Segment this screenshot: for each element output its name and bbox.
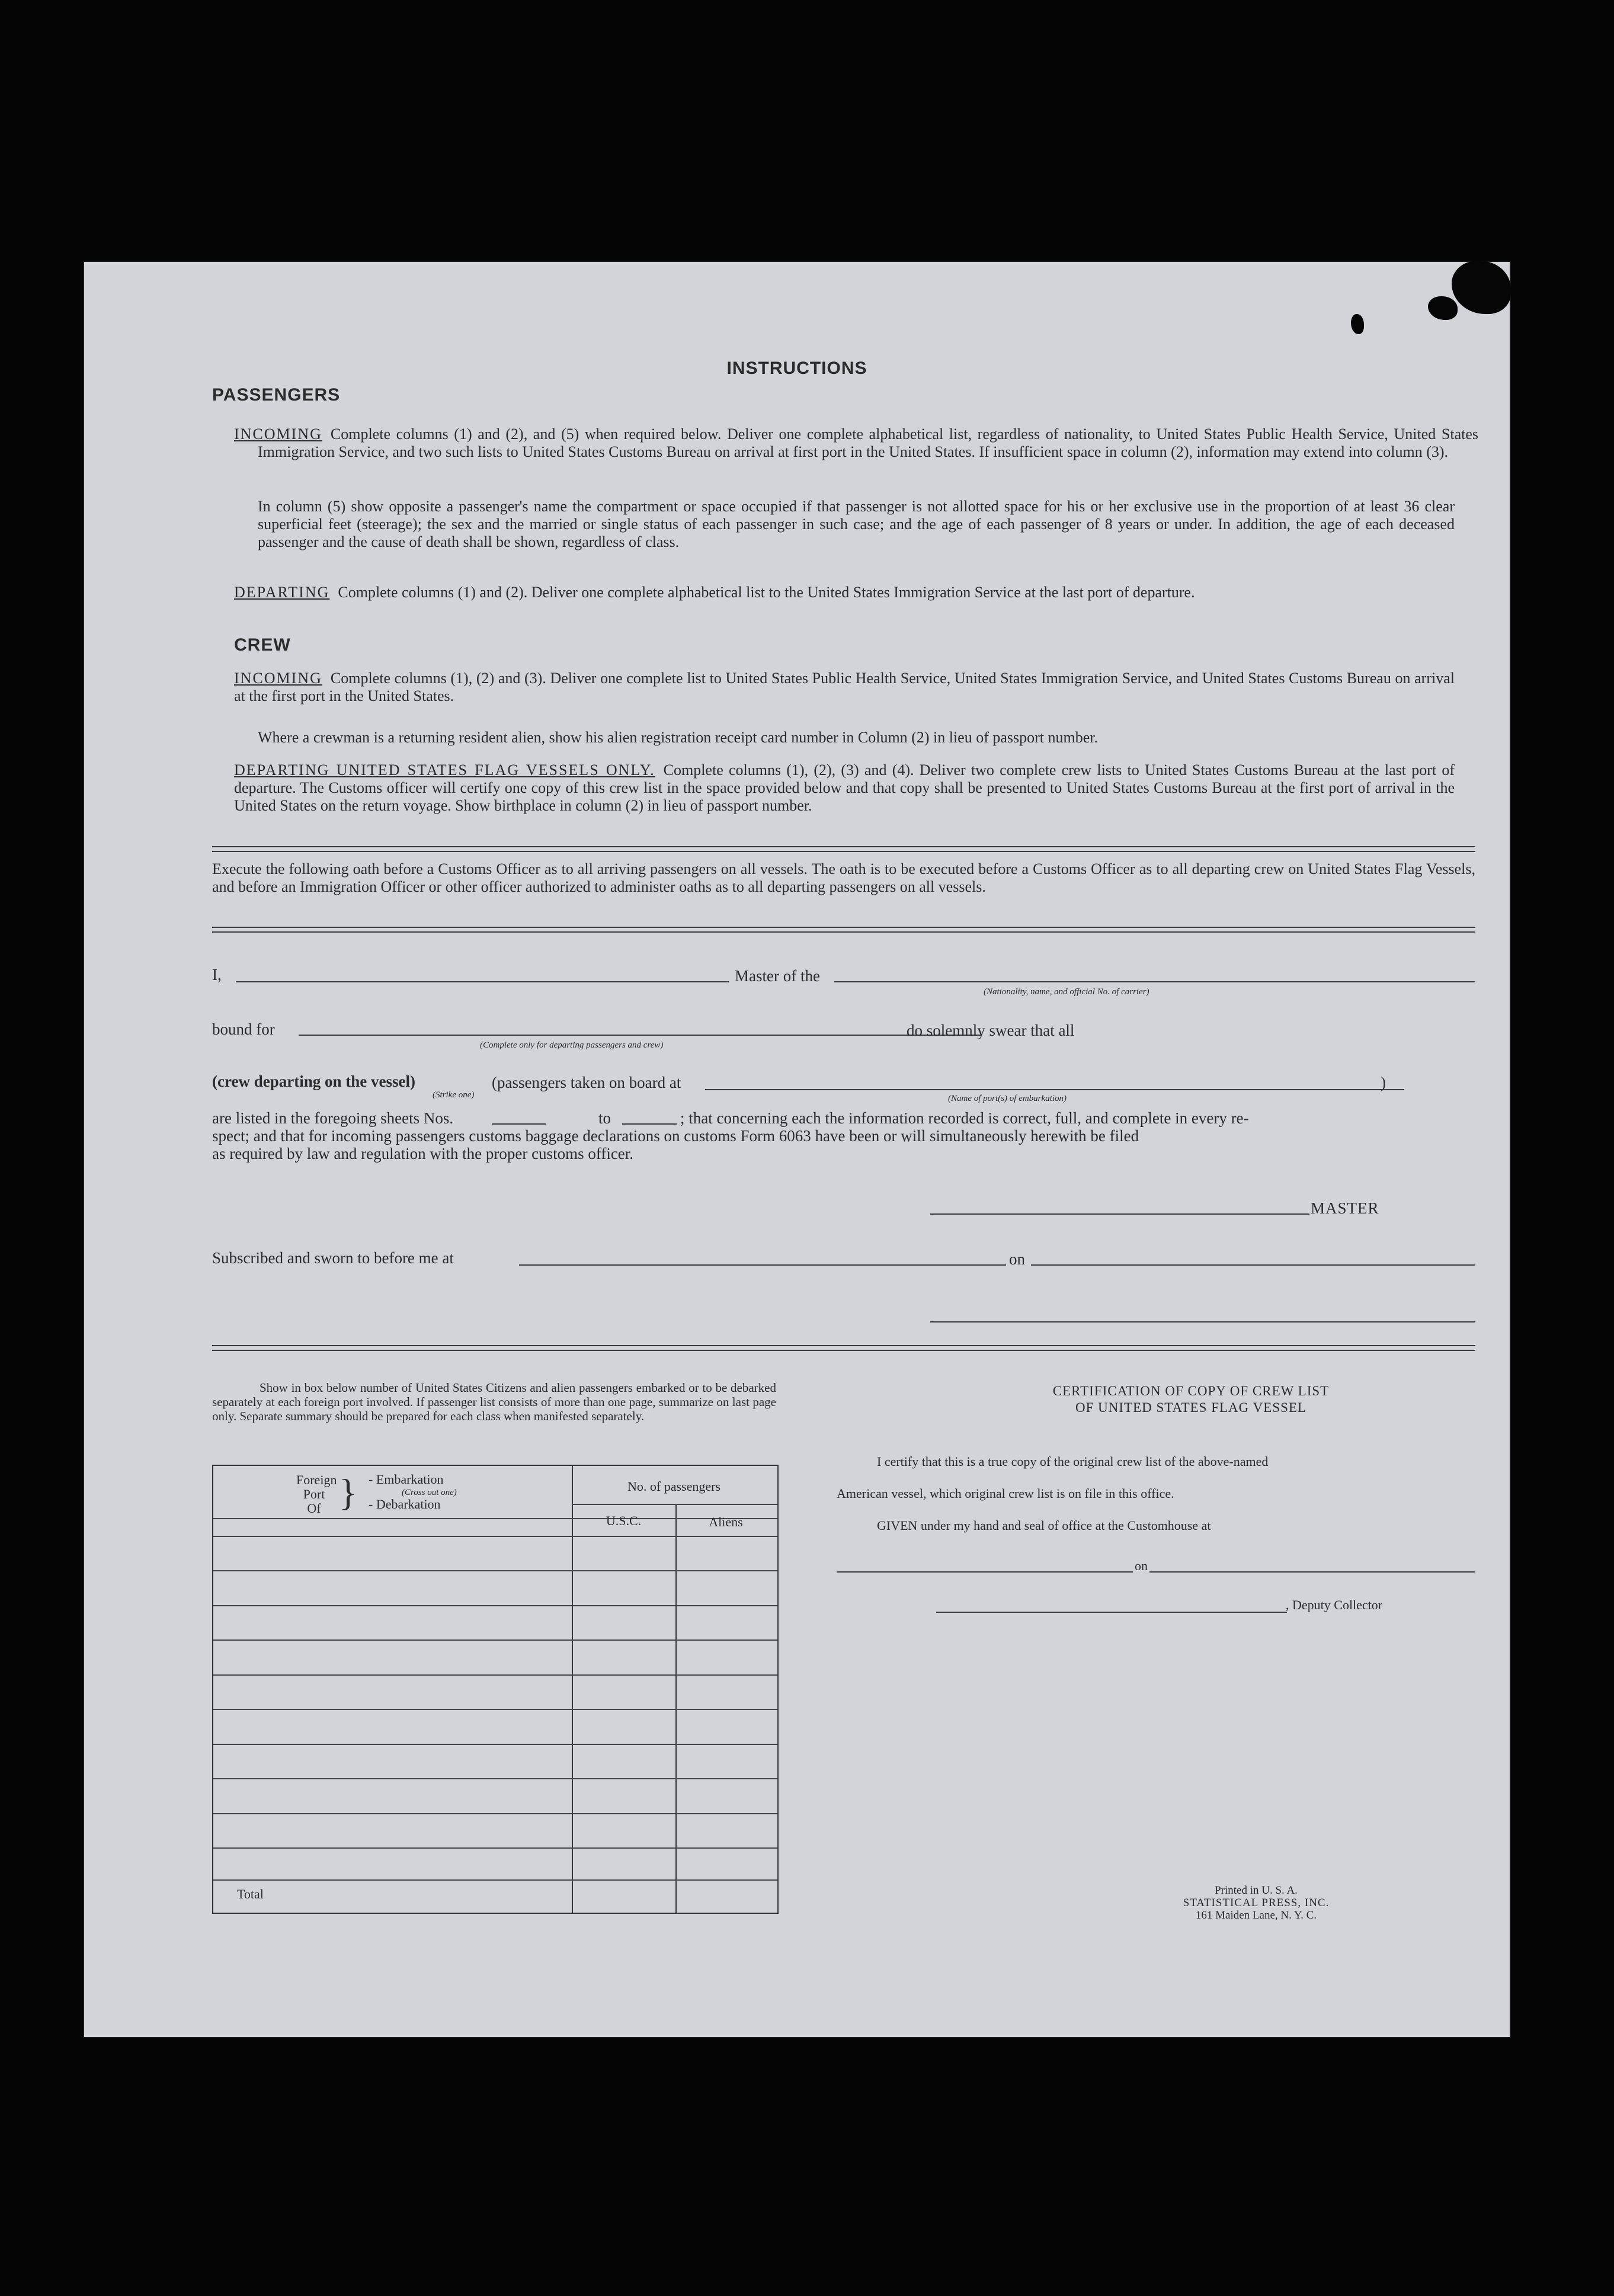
given-label: GIVEN under my hand and seal of office at the Customhouse at: [877, 1518, 1211, 1533]
close-paren: ): [1381, 1074, 1386, 1091]
certify-line1: I certify that this is a true copy of the original crew list of the above-named: [877, 1454, 1269, 1469]
torn-corner: [1452, 261, 1511, 314]
torn-edge: [1428, 296, 1458, 320]
certification-title-line2: OF UNITED STATES FLAG VESSEL: [1075, 1400, 1306, 1415]
strike-one-caption: (Strike one): [433, 1090, 475, 1100]
embarkation-option[interactable]: - Embarkation: [369, 1472, 444, 1487]
sworn-place-field[interactable]: [519, 1264, 1006, 1266]
crew-departing-lead: DEPARTING UNITED STATES FLAG VESSELS ONLY.: [234, 761, 655, 779]
crew-returning-paragraph: [258, 729, 1455, 747]
crew-incoming-paragraph: [234, 670, 1455, 705]
lower-divider: [212, 1345, 1475, 1351]
cross-out-one-caption: (Cross out one): [402, 1488, 457, 1497]
listed-pre: are listed in the foregoing sheets Nos.: [212, 1109, 454, 1127]
ports-caption: (Name of port(s) of embarkation): [948, 1094, 1067, 1103]
printer-line2: STATISTICAL PRESS, INC.: [1183, 1897, 1330, 1909]
passengers-incoming-paragraph: [234, 425, 1478, 461]
deputy-signature-field[interactable]: [936, 1612, 1287, 1613]
passengers-column5-paragraph: [258, 498, 1455, 551]
listed-line2: spect; and that for incoming passengers customs baggage declarations on customs Form 6063 have been or will simultaneously herewith be filed: [212, 1127, 1139, 1145]
ink-spot: [1351, 314, 1364, 334]
carrier-field[interactable]: [834, 981, 1475, 982]
master-of-the-label: Master of the: [735, 967, 820, 985]
foreign-label: Foreign: [296, 1472, 337, 1487]
debarkation-option[interactable]: - Debarkation: [369, 1497, 441, 1512]
passengers-departing-text: Complete columns (1) and (2). Deliver one complete alphabetical list to the United States Immigration Service at the last port of departure.: [338, 584, 1195, 601]
master-signature-field[interactable]: [930, 1213, 1309, 1215]
certification-title-line1: CERTIFICATION OF COPY OF CREW LIST: [1052, 1384, 1330, 1398]
printer-line3: 161 Maiden Lane, N. Y. C.: [1195, 1909, 1317, 1922]
passengers-incoming-lead: INCOMING: [234, 425, 322, 443]
crew-departing-text: Complete columns (1), (2), (3) and (4). Deliver two complete crew lists to United States Customs Bureau at the last port of departure. The Customs officer will certify one copy of this crew list in the space provided below and that copy shall be presented to United States Customs Bureau at the first port of arrival in the United States on the return voyage. Show birthplace in column (2) in lieu of passport number.: [234, 761, 1455, 814]
section-divider: [212, 846, 1475, 852]
sheet-to-field[interactable]: [622, 1123, 677, 1125]
passenger-summary-table: [212, 1465, 779, 1914]
crew-departing-paragraph: [234, 761, 1455, 815]
swear-label: do solemnly swear that all: [907, 1021, 1075, 1039]
foreign-port-of-label: [296, 1472, 337, 1516]
crew-incoming-text: Complete columns (1), (2) and (3). Deliver one complete list to United States Public Health Service, United States Immigration Service, and United States Customs Bureau on arrival at the first port in the United States.: [234, 670, 1455, 705]
port-label: Port: [303, 1487, 325, 1501]
listed-line3: as required by law and regulation with the proper customs officer.: [212, 1145, 634, 1163]
oath-i-label: I,: [212, 966, 222, 984]
listed-to: to: [598, 1109, 611, 1127]
crew-heading: CREW: [234, 635, 291, 655]
cert-on-label: on: [1135, 1558, 1148, 1573]
master-label: MASTER: [1311, 1199, 1379, 1217]
passengers-taken-option[interactable]: (passengers taken on board at: [492, 1074, 681, 1091]
embarkation-port-field[interactable]: [705, 1089, 1404, 1090]
oath-intro: Execute the following oath before a Customs Officer as to all arriving passengers on all vessels. The oath is to be executed before a Customs Officer as to all departing crew on United States Flag Vessels, and before an Immigration Officer or other officer authorized to administer oaths as to all departing passengers on all vessels.: [212, 860, 1475, 895]
passengers-departing-paragraph: [234, 584, 1455, 601]
instructions-title: INSTRUCTIONS: [726, 358, 867, 378]
bound-for-field[interactable]: [299, 1035, 981, 1036]
crew-incoming-lead: INCOMING: [234, 670, 322, 687]
sworn-date-field[interactable]: [1031, 1264, 1475, 1266]
bound-for-caption: (Complete only for departing passengers and crew): [480, 1040, 664, 1050]
oath-divider: [212, 927, 1475, 933]
sheet-from-field[interactable]: [492, 1123, 546, 1125]
bound-for-label: bound for: [212, 1020, 275, 1038]
cert-date-field[interactable]: [1149, 1571, 1475, 1573]
listed-post: ; that concerning each the information recorded is correct, full, and complete in every re-: [680, 1109, 1249, 1127]
certification-title: [907, 1383, 1475, 1416]
brace-icon: }: [339, 1471, 357, 1513]
passengers-heading: PASSENGERS: [212, 385, 341, 405]
printer-line1: Printed in U. S. A.: [1215, 1884, 1298, 1897]
no-of-passengers-header: No. of passengers: [627, 1479, 721, 1494]
passengers-departing-lead: DEPARTING: [234, 584, 330, 601]
printer-imprint: [1161, 1884, 1351, 1922]
of-label: Of: [307, 1501, 321, 1516]
usc-header: U.S.C.: [606, 1513, 642, 1528]
certify-line2: American vessel, which original crew list is on file in this office.: [837, 1486, 1174, 1501]
passengers-column5-text: In column (5) show opposite a passenger's name the compartment or space occupied if that passenger is not allotted space for his or her exclusive use in the proportion of at least 36 clear superficial feet (steerage); the sex and the married or single status of each passenger in such case; and the age of each passenger of 8 years or under. In addition, the age of each deceased passenger and the cause of death shall be shown, regardless of class.: [258, 498, 1455, 550]
passengers-incoming-text: Complete columns (1) and (2), and (5) when required below. Deliver one complete alphabetical list, regardless of nationality, to United States Public Health Service, United States Immigration Service, and two such lists to United States Customs Bureau on arrival at first port in the United States. If insufficient space in column (2), information may extend into column (3).: [258, 425, 1478, 460]
aliens-header: Aliens: [709, 1514, 743, 1529]
sworn-on-label: on: [1009, 1250, 1025, 1268]
carrier-caption: (Nationality, name, and official No. of carrier): [984, 987, 1149, 997]
crew-departing-option[interactable]: (crew departing on the vessel): [212, 1072, 415, 1090]
subscribed-label: Subscribed and sworn to before me at: [212, 1249, 454, 1267]
crew-returning-text: Where a crewman is a returning resident alien, show his alien registration receipt card number in Column (2) in lieu of passport number.: [258, 729, 1099, 746]
form-page: [83, 261, 1511, 2038]
master-name-field[interactable]: [236, 981, 729, 982]
summary-instructions: Show in box below number of United States Citizens and alien passengers embarked or to be debarked separately at each foreign port involved. If passenger list consists of more than one page, summarize on last page only. Separate summary should be prepared for each class when manifested separately.: [212, 1381, 776, 1423]
customhouse-field[interactable]: [837, 1571, 1133, 1573]
total-label: Total: [237, 1887, 264, 1901]
officer-signature-field[interactable]: [930, 1321, 1475, 1322]
deputy-collector-label: , Deputy Collector: [1286, 1597, 1383, 1612]
